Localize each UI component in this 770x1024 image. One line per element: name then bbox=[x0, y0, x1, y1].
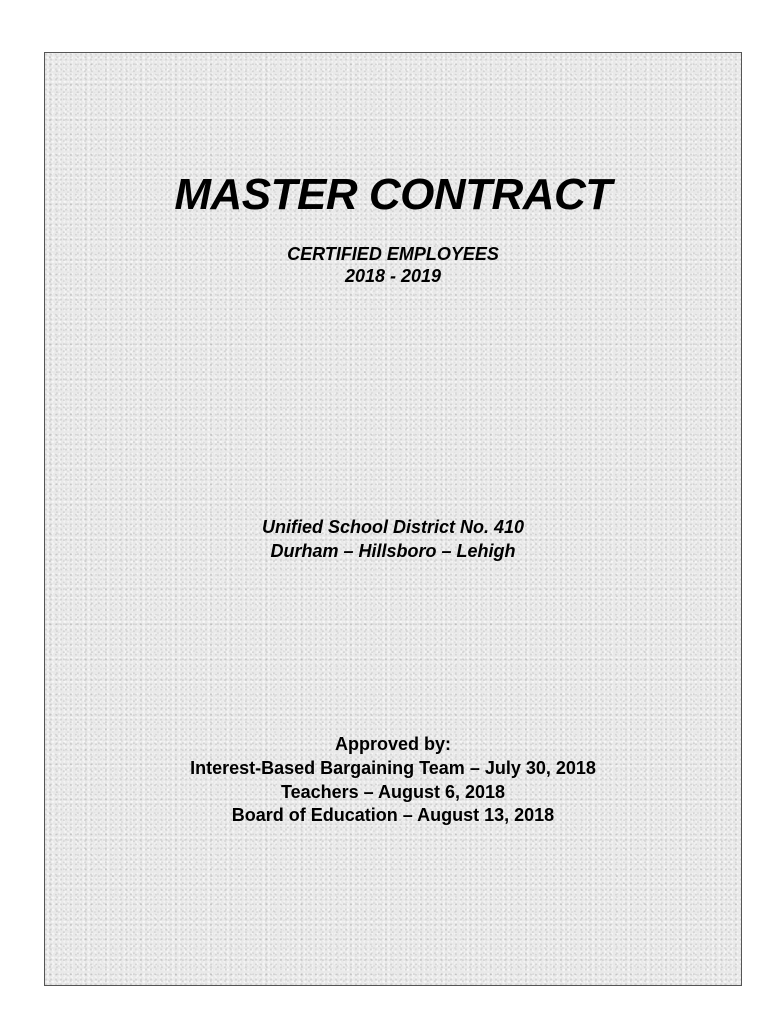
subtitle-years: 2018 - 2019 bbox=[344, 266, 442, 286]
document-title: MASTER CONTRACT bbox=[174, 170, 612, 219]
district-towns: Durham – Hillsboro – Lehigh bbox=[270, 541, 516, 561]
subtitle-employees: CERTIFIED EMPLOYEES bbox=[287, 244, 499, 264]
cover-page bbox=[44, 52, 742, 986]
approval-teachers: Teachers – August 6, 2018 bbox=[280, 782, 506, 802]
approved-heading: Approved by: bbox=[334, 734, 451, 754]
approval-bargaining-team: Interest-Based Bargaining Team – July 30, 2018 bbox=[190, 758, 596, 778]
district-name: Unified School District No. 410 bbox=[261, 517, 525, 537]
approval-board: Board of Education – August 13, 2018 bbox=[231, 805, 555, 825]
